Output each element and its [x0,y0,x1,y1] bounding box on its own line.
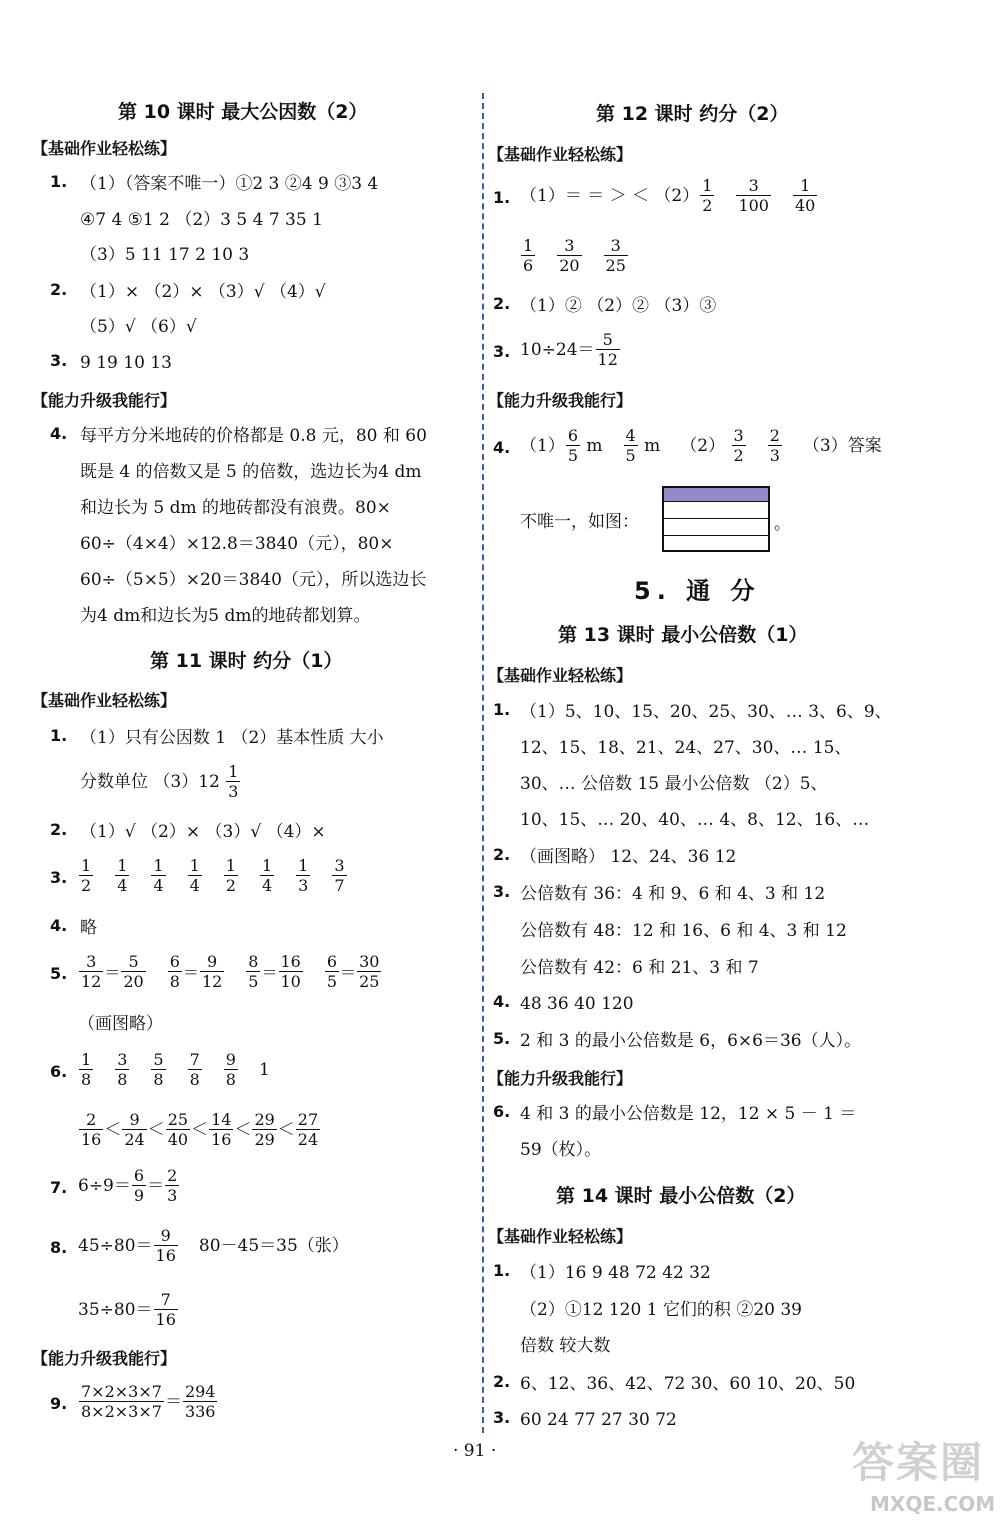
q-number: 3. [493,342,511,361]
answer-text: 6÷9＝ [78,1175,131,1196]
answer-line: （1）（答案不唯一）①2 3 ②4 9 ③3 4 [80,174,379,194]
answer-line: ④7 4 ⑤1 2 （2）3 5 4 7 35 1 [80,210,323,230]
lesson-10-title: 第 10 课时 最大公因数（2） [118,101,368,123]
q-number: 2. [493,294,511,313]
answer-text: 45÷80＝ [78,1235,153,1256]
answer-line: 不唯一，如图： [520,512,639,532]
fraction-figure [662,486,770,552]
fraction [79,1382,164,1421]
lesson-13-title: 第 13 课时 最小公倍数（1） [558,624,808,646]
unit-title: 5. 通 分 [634,577,761,605]
numerator: 3 [117,1050,128,1069]
numerator: 1 [189,856,200,875]
fraction [566,426,580,465]
q-number: 6. [50,1062,68,1081]
page-number: · 91 · [453,1441,497,1461]
denominator: 10 [280,972,301,991]
denominator: 16 [81,1130,102,1149]
numerator: 7 [154,1290,178,1310]
numerator: 6 [169,952,180,971]
figure-row [664,502,768,519]
denominator: 12 [597,350,618,369]
q-number: 5. [493,1029,511,1048]
denominator: 16 [155,1310,176,1329]
denominator: 24 [297,1130,319,1149]
fraction [700,176,714,215]
denominator: 100 [738,196,769,215]
fraction [188,1050,202,1089]
numerator: 9 [225,1050,236,1069]
answer-line: 略 [80,918,97,938]
equals: ＝ [147,1175,165,1196]
fraction-list [520,236,629,275]
fraction [165,1166,179,1205]
fraction [209,1110,233,1149]
numerator: 4 [625,426,636,445]
q-number: 4. [493,438,511,457]
denominator: 8 [225,1070,236,1089]
denominator: 25 [359,972,380,991]
fraction [226,762,240,801]
numerator: 29 [254,1110,275,1129]
answer-line: 59（枚）。 [520,1140,602,1160]
numerator: 1 [81,856,92,875]
numerator: 5 [153,1050,164,1069]
numerator: 1 [81,1050,92,1069]
fraction [521,236,535,275]
denominator: 336 [184,1402,216,1421]
answer-line: 12、15、18、21、24、27、30、… 15、 [520,738,852,758]
section-basic: 【基础作业轻松练】 [488,666,633,685]
fraction [183,1382,218,1421]
answer-line: 6、12、36、42、72 30、60 10、20、50 [520,1374,856,1394]
answer-line: 和边长为 5 dm 的地砖都没有浪费。80× [80,498,391,518]
denominator: 2 [702,196,713,215]
answer-text: （3）答案 [802,435,882,456]
denominator: 5 [567,446,579,465]
numerator: 8 [248,952,259,971]
q-number: 2. [50,280,68,299]
numerator: 2 [167,1166,178,1185]
figure-row [664,536,768,552]
answer-line: （2）①12 120 1 它们的积 ②20 39 [520,1300,802,1320]
answer-line: （1）② （2）② （3）③ [520,296,717,316]
denominator: 2 [225,876,236,895]
lesson-11-title: 第 11 课时 约分（1） [150,650,343,672]
denominator: 16 [155,1246,176,1265]
fraction [296,1110,320,1149]
fraction [166,1110,190,1149]
denominator: 3 [167,1186,178,1205]
answer-text: 1 [258,1059,270,1080]
numerator: 3 [334,856,345,875]
numerator: 25 [167,1110,189,1129]
q-number: 3. [50,351,68,370]
lesson-14-title: 第 14 课时 最小公倍数（2） [556,1185,806,1207]
denominator: 2 [733,446,744,465]
q-number: 1. [493,1261,511,1280]
answer-text: （1）＝ ＝ ＞ ＜ （2） [520,185,700,206]
section-basic: 【基础作业轻松练】 [488,1227,633,1246]
numerator: 30 [359,952,380,971]
q-number: 5. [50,964,68,983]
q-number: 3. [493,882,511,901]
denominator: 25 [605,256,626,275]
answer-line: 公倍数有 42：6 和 21、3 和 7 [520,958,759,978]
fraction [332,856,346,895]
numerator: 1 [523,236,534,255]
less-than: ＜ [104,1119,122,1140]
equation [78,1226,349,1265]
numerator: 7×2×3×7 [81,1382,162,1401]
fraction [596,330,620,369]
fraction [79,952,103,991]
denominator: 5 [625,446,636,465]
denominator: 8 [189,1070,200,1089]
section-advanced: 【能力升级我能行】 [488,1069,633,1088]
fraction [151,856,165,895]
section-advanced: 【能力升级我能行】 [488,391,633,410]
denominator: 6 [523,256,534,275]
denominator: 20 [123,972,144,991]
equation [78,1166,180,1205]
numerator: 1 [298,856,309,875]
q-number: 4. [50,916,68,935]
numerator: 7 [189,1050,200,1069]
answer-text: 10÷24＝ [520,339,595,360]
answer-line: 48 36 40 120 [520,994,634,1014]
denominator: 5 [326,972,338,991]
fraction [151,1050,165,1089]
denominator: 12 [81,972,102,991]
numerator: 1 [702,176,713,195]
numerator: 294 [184,1382,216,1401]
q-number: 2. [50,820,68,839]
fraction [154,1226,178,1265]
denominator: 8 [169,972,180,991]
answer-line: （1）只有公因数 1 （2）基本性质 大小 [80,728,384,748]
fraction [79,1110,103,1149]
numerator: 1 [153,856,164,875]
less-than: ＜ [277,1119,295,1140]
unit: m [644,435,661,456]
numerator: 1 [228,762,239,781]
answer-line: （1）5、10、15、20、25、30、… 3、6、9、 [520,702,892,722]
fraction [188,856,202,895]
numerator: 5 [121,952,145,972]
denominator: 8 [81,1070,92,1089]
numerator: 5 [596,330,620,350]
q-number: 2. [493,845,511,864]
answer-line: 60÷（4×4）×12.8＝3840（元），80× [80,534,394,554]
numerator: 3 [79,952,103,972]
section-basic: 【基础作业轻松练】 [32,139,177,158]
numerator: 1 [117,856,128,875]
denominator: 29 [254,1130,275,1149]
numerator: 1 [793,176,817,196]
fraction [224,1050,238,1089]
denominator: 12 [201,972,223,991]
answer-line: （5）√ （6）√ [80,317,197,337]
fraction [115,856,129,895]
q-number: 2. [493,1372,511,1391]
denominator: 2 [81,876,92,895]
numerator: 9 [200,952,224,972]
fraction-list [78,856,348,895]
answer-text: （1） [520,435,565,456]
unit: m [586,435,603,456]
q-number: 1. [493,188,511,207]
section-advanced: 【能力升级我能行】 [32,391,177,410]
numerator: 2 [79,1110,103,1130]
q-number: 3. [493,1408,511,1427]
fraction [357,952,381,991]
answer-text: （2） [680,435,726,456]
fraction [604,236,628,275]
numerator: 3 [733,426,744,445]
period-mark: 。 [774,514,791,534]
denominator: 3 [228,782,239,801]
fraction [279,952,303,991]
less-than: ＜ [234,1119,252,1140]
answer-line: 2 和 3 的最小公倍数是 6，6×6＝36（人）。 [520,1031,862,1051]
numerator: 6 [133,1166,145,1185]
fraction [200,952,224,991]
q-number: 3. [50,868,68,887]
q-number: 1. [50,726,68,745]
figure-row [664,519,768,536]
section-basic: 【基础作业轻松练】 [32,691,177,710]
q-number: 1. [493,700,511,719]
fraction [624,426,638,465]
fraction [132,1166,146,1205]
answer-line: 10、15、… 20、40、… 4、8、12、16、… [520,810,870,830]
numerator: 9 [122,1110,146,1130]
fraction [168,952,182,991]
numerator: 14 [211,1110,232,1129]
answer-line: 既是 4 的倍数又是 5 的倍数，选边长为4 dm [80,462,422,482]
q-number: 4. [50,424,68,443]
fraction [121,952,145,991]
q-number: 8. [50,1238,68,1257]
numerator: 16 [280,952,301,971]
answer-line: 公倍数有 48：12 和 16、6 和 4、3 和 12 [520,921,847,941]
fraction [260,856,274,895]
answer-line: 倍数 较大数 [520,1336,611,1356]
denominator: 3 [298,876,309,895]
numerator: 9 [154,1226,178,1246]
denominator: 8 [153,1070,164,1089]
answer-line: 30、… 公倍数 15 最小公倍数 （2）5、 [520,774,828,794]
fraction [115,1050,129,1089]
fraction [736,176,771,215]
equation [78,1290,179,1329]
answer-line: 60÷（5×5）×20＝3840（元），所以选边长 [80,570,427,590]
answer-line: （3）5 11 17 2 10 3 [80,245,250,265]
inequality-chain [78,1110,321,1149]
denominator: 4 [261,876,273,895]
denominator: 4 [117,876,128,895]
answer-text: 80－45＝35（张） [198,1235,349,1256]
answer-line [520,176,818,215]
numerator: 1 [261,856,273,875]
numerator: 27 [297,1110,319,1129]
fraction [252,1110,276,1149]
answer-line: （画图略） 12、24、36 12 [520,847,737,867]
denominator: 8 [117,1070,128,1089]
numerator: 3 [736,176,771,196]
q-number: 1. [50,172,68,191]
answer-text: 分数单位 （3）12 [80,771,220,792]
fraction [224,856,238,895]
q-number: 4. [493,992,511,1011]
column-divider [482,93,484,1433]
equals: ＝ [164,1391,182,1412]
numerator: 1 [225,856,236,875]
fraction [768,426,782,465]
fraction [732,426,746,465]
numerator: 3 [557,236,581,256]
numerator: 6 [567,426,579,445]
watermark-text: 答案圈 [852,1438,985,1487]
section-basic: 【基础作业轻松练】 [488,145,633,164]
equation-list: $\frac{3}{12}$ ＝ $\frac{5}{20}$ $\frac{6}{8}$ ＝ $\frac{9}{12}$ $\frac{8}{5}$ ＝ $\frac{16}{10}$ $\frac{6}{5}$ ＝ $\frac{30}{25}$ [81,952,380,991]
fraction [325,952,339,991]
watermark-url: MXQE.COM [870,1492,996,1516]
denominator: 7 [334,876,345,895]
denominator: 40 [794,196,816,215]
fraction [557,236,581,275]
answer-line: （1）× （2）× （3）√ （4）√ [80,282,326,302]
denominator: 9 [133,1186,145,1205]
q-number: 9. [50,1394,68,1413]
answer-line: （1）16 9 48 72 42 32 [520,1263,711,1283]
fraction [793,176,817,215]
lesson-12-title: 第 12 课时 约分（2） [596,103,789,125]
less-than: ＜ [147,1119,165,1140]
answer-line: 4 和 3 的最小公倍数是 12，12 × 5 － 1 ＝ [520,1104,857,1124]
answer-line: 公倍数有 36：4 和 9、6 和 4、3 和 12 [520,884,826,904]
answer-line: （1）√ （2）× （3）√ （4）× [80,822,326,842]
section-advanced: 【能力升级我能行】 [32,1349,177,1368]
denominator: 16 [211,1130,232,1149]
fraction [79,856,93,895]
q-number: 7. [50,1178,68,1197]
fraction [154,1290,178,1329]
answer-line: 为4 dm和边长为5 dm的地砖都划算。 [80,606,371,626]
fraction [79,1050,93,1089]
answer-text: 35÷80＝ [78,1299,153,1320]
equation [520,330,621,369]
denominator: 3 [769,446,780,465]
equation [78,1382,218,1421]
denominator: 20 [559,256,580,275]
numerator: 3 [604,236,628,256]
denominator: 8×2×3×7 [81,1402,162,1421]
denominator: 5 [248,972,259,991]
answer-line: 每平方分米地砖的价格都是 0.8 元，80 和 60 [80,426,427,446]
numerator: 2 [769,426,780,445]
denominator: 4 [153,876,164,895]
answer-line [520,426,882,465]
fraction [246,952,260,991]
fraction [296,856,310,895]
watermark-logo [852,1430,994,1522]
denominator: 40 [167,1130,189,1149]
fraction-list [78,1050,270,1089]
answer-line [80,762,241,801]
less-than: ＜ [191,1119,209,1140]
denominator: 24 [124,1130,145,1149]
answer-line: 60 24 77 27 30 72 [520,1410,677,1430]
answer-line: 9 19 10 13 [80,353,172,373]
answer-line: （画图略） [78,1014,163,1034]
numerator: 6 [326,952,338,971]
denominator: 4 [189,876,200,895]
q-number: 6. [493,1102,511,1121]
fraction [122,1110,146,1149]
shaded-part [664,488,768,502]
